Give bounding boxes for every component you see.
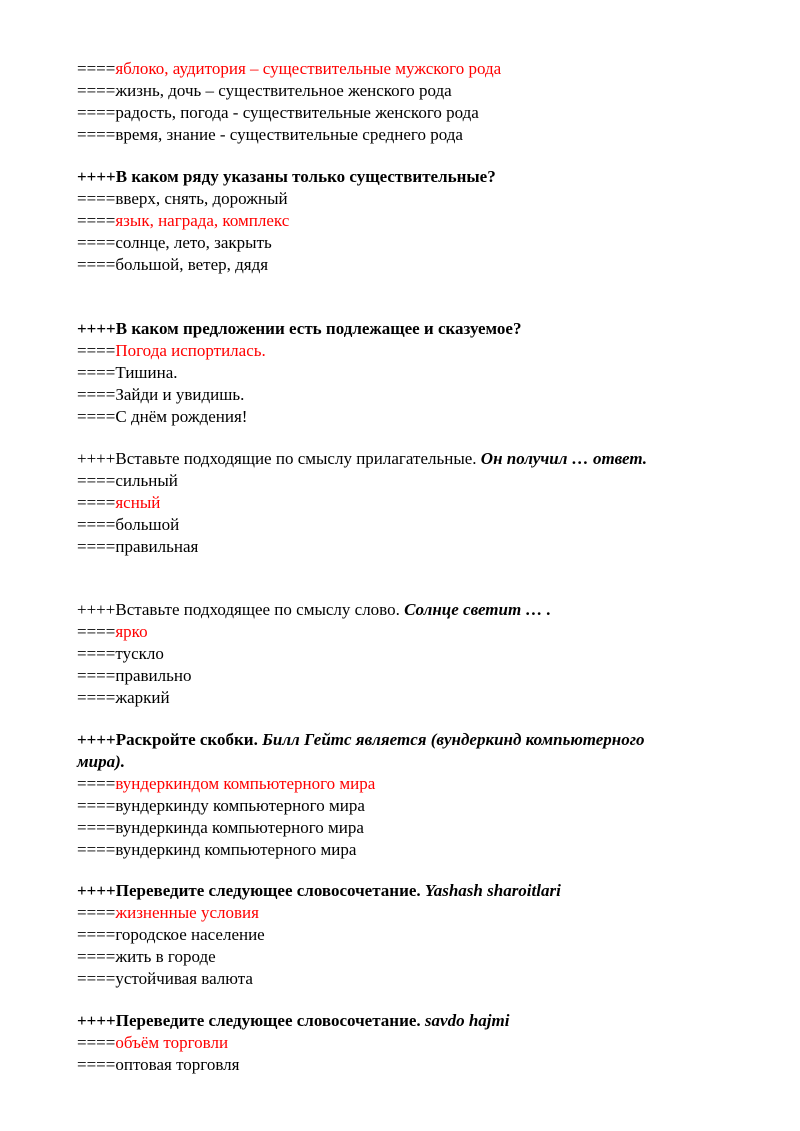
- answer-option: [77, 536, 198, 558]
- answer-text: вундеркинда компьютерного мира: [115, 818, 364, 837]
- answer-option: [77, 58, 501, 80]
- answer-option: [77, 643, 164, 665]
- answer-text: вундеркинд компьютерного мира: [115, 840, 357, 859]
- answer-option: [77, 1032, 228, 1054]
- answer-option: [77, 188, 288, 210]
- answer-option: [77, 406, 247, 428]
- answer-option: [77, 665, 191, 687]
- question-example: Билл Гейтс является (вундеркинд компьютерного: [262, 730, 645, 749]
- answer-option: [77, 687, 170, 709]
- answer-prefix: ====: [77, 1033, 116, 1052]
- question-text: Переведите следующее словосочетание.: [115, 881, 425, 900]
- answer-prefix: ====: [77, 840, 116, 859]
- correct-answer-text: Погода испортилась.: [115, 341, 266, 360]
- answer-option: [77, 102, 479, 124]
- question-example: savdo hajmi: [424, 1011, 510, 1030]
- question-prefix: ++++: [77, 1011, 116, 1030]
- answer-prefix: ====: [77, 341, 116, 360]
- answer-prefix: ====: [77, 189, 116, 208]
- answer-option: [77, 839, 356, 861]
- answer-option: [77, 1054, 239, 1076]
- answer-prefix: ====: [77, 103, 116, 122]
- answer-text: вверх, снять, дорожный: [115, 189, 288, 208]
- answer-text: правильная: [115, 537, 199, 556]
- answer-text: оптовая торговля: [115, 1055, 240, 1074]
- answer-prefix: ====: [77, 363, 116, 382]
- question-example: Он получил … ответ.: [480, 449, 648, 468]
- answer-option: [77, 621, 148, 643]
- answer-option: [77, 773, 375, 795]
- answer-option: [77, 968, 253, 990]
- question-text: В каком предложении есть подлежащее и сказуемое?: [115, 319, 522, 338]
- correct-answer-text: ярко: [115, 622, 148, 641]
- answer-text: жить в городе: [115, 947, 216, 966]
- answer-text: солнце, лето, закрыть: [115, 233, 272, 252]
- question-example: Солнце светит … .: [404, 600, 551, 619]
- answer-prefix: ====: [77, 644, 116, 663]
- answer-prefix: ====: [77, 493, 116, 512]
- answer-prefix: ====: [77, 818, 116, 837]
- answer-prefix: ====: [77, 622, 116, 641]
- answer-text: большой, ветер, дядя: [115, 255, 269, 274]
- answer-text: радость, погода - существительные женского рода: [115, 103, 479, 122]
- answer-text: жаркий: [115, 688, 170, 707]
- answer-option: [77, 124, 463, 146]
- answer-text: С днём рождения!: [115, 407, 248, 426]
- answer-prefix: ====: [77, 947, 116, 966]
- answer-prefix: ====: [77, 515, 116, 534]
- answer-prefix: ====: [77, 81, 116, 100]
- question-heading: [77, 166, 496, 188]
- question-text: Переведите следующее словосочетание.: [115, 1011, 425, 1030]
- answer-prefix: ====: [77, 471, 116, 490]
- answer-option: [77, 254, 268, 276]
- answer-text: большой: [115, 515, 180, 534]
- answer-option: [77, 210, 289, 232]
- question-text: В каком ряду указаны только существительные?: [115, 167, 496, 186]
- question-heading: [77, 318, 521, 340]
- question-prefix: ++++: [77, 319, 116, 338]
- answer-option: [77, 232, 272, 254]
- question-text: Раскройте скобки.: [115, 730, 263, 749]
- answer-option: [77, 817, 364, 839]
- question-prefix: ++++: [77, 167, 116, 186]
- answer-option: [77, 362, 178, 384]
- answer-prefix: ====: [77, 233, 116, 252]
- question-prefix: ++++: [77, 449, 116, 468]
- question-example: мира).: [77, 752, 126, 771]
- answer-option: [77, 924, 265, 946]
- answer-option: [77, 514, 179, 536]
- answer-prefix: ====: [77, 666, 116, 685]
- question-prefix: ++++: [77, 881, 116, 900]
- answer-text: городское население: [115, 925, 265, 944]
- answer-prefix: ====: [77, 903, 116, 922]
- correct-answer-text: яблоко, аудитория – существительные мужского рода: [115, 59, 502, 78]
- answer-prefix: ====: [77, 385, 116, 404]
- answer-prefix: ====: [77, 407, 116, 426]
- question-heading: [77, 880, 561, 902]
- question-heading: [77, 599, 551, 621]
- answer-prefix: ====: [77, 1055, 116, 1074]
- answer-text: Зайди и увидишь.: [115, 385, 245, 404]
- answer-text: Тишина.: [115, 363, 178, 382]
- answer-text: сильный: [115, 471, 178, 490]
- question-text: Вставьте подходящее по смыслу слово.: [115, 600, 405, 619]
- correct-answer-text: объём торговли: [115, 1033, 229, 1052]
- answer-prefix: ====: [77, 969, 116, 988]
- question-prefix: ++++: [77, 730, 116, 749]
- answer-prefix: ====: [77, 211, 116, 230]
- answer-prefix: ====: [77, 688, 116, 707]
- question-heading: [77, 729, 645, 751]
- answer-option: [77, 946, 216, 968]
- answer-prefix: ====: [77, 255, 116, 274]
- answer-text: жизнь, дочь – существительное женского рода: [115, 81, 452, 100]
- answer-text: вундеркинду компьютерного мира: [115, 796, 365, 815]
- question-heading: [77, 448, 647, 470]
- answer-prefix: ====: [77, 774, 116, 793]
- question-heading-continued: [77, 751, 125, 773]
- answer-option: [77, 902, 259, 924]
- answer-option: [77, 795, 365, 817]
- question-text: Вставьте подходящие по смыслу прилагательные.: [115, 449, 481, 468]
- answer-prefix: ====: [77, 537, 116, 556]
- answer-text: время, знание - существительные среднего рода: [115, 125, 463, 144]
- answer-option: [77, 384, 244, 406]
- question-heading: [77, 1010, 509, 1032]
- question-example: Yashash sharoitlari: [424, 881, 561, 900]
- answer-option: [77, 80, 452, 102]
- answer-text: правильно: [115, 666, 192, 685]
- correct-answer-text: вундеркиндом компьютерного мира: [115, 774, 376, 793]
- correct-answer-text: язык, награда, комплекс: [115, 211, 290, 230]
- answer-prefix: ====: [77, 59, 116, 78]
- answer-prefix: ====: [77, 125, 116, 144]
- answer-option: [77, 340, 266, 362]
- answer-text: устойчивая валюта: [115, 969, 253, 988]
- correct-answer-text: жизненные условия: [115, 903, 259, 922]
- answer-option: [77, 492, 160, 514]
- answer-prefix: ====: [77, 925, 116, 944]
- question-prefix: ++++: [77, 600, 116, 619]
- correct-answer-text: ясный: [115, 493, 161, 512]
- answer-option: [77, 470, 178, 492]
- answer-text: тускло: [115, 644, 164, 663]
- answer-prefix: ====: [77, 796, 116, 815]
